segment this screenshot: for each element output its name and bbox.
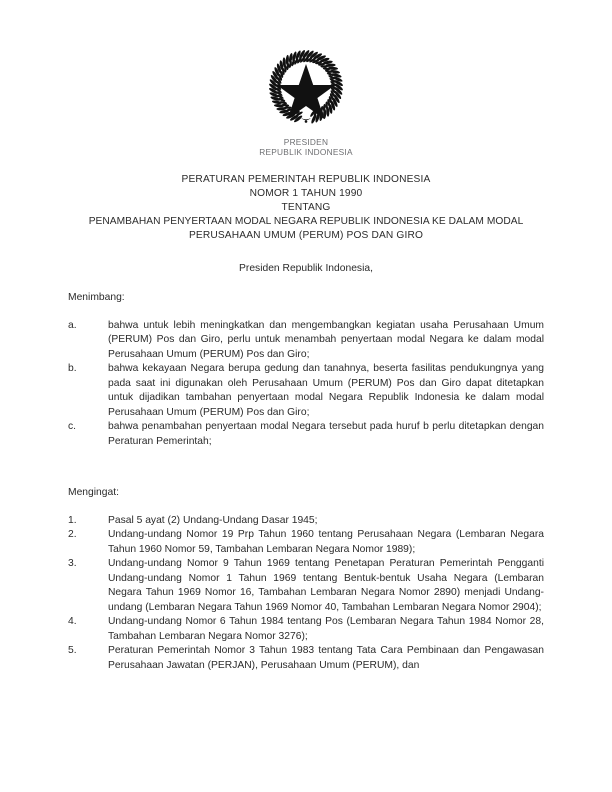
list-marker: 5.: [68, 645, 77, 656]
signatory-line: Presiden Republik Indonesia,: [239, 263, 373, 274]
title-line-subject-2: PERUSAHAAN UMUM (PERUM) POS DAN GIRO: [188, 230, 424, 241]
list-item-text: Undang-undang Nomor 9 Tahun 1969 tentang Penetapan Peraturan Pemerintah Pengganti Undang-undang Nomor 1 Tahun 1969 tentang Bentuk-bentuk Usaha Negara (Lembaran Negara Tahun 1969 Nomor 16, Tambahan Lembaran Negara Nomor 2890) menjadi Undang-undang (Lembaran Negara Tahun 1969 Nomor 40, Tambahan Lembaran Negara Nomor 2904);: [108, 558, 544, 613]
list-item: [68, 615, 544, 644]
list-item: [68, 362, 544, 420]
list-item: [68, 514, 544, 529]
menimbang-list: [68, 319, 544, 450]
list-item: [68, 319, 544, 363]
page-title: [40, 173, 572, 243]
list-item-text: Undang-undang Nomor 19 Prp Tahun 1960 tentang Perusahaan Negara (Lembaran Negara Tahun 1960 Nomor 59, Tambahan Lembaran Negara Nomor 1989);: [108, 529, 544, 555]
list-marker: 2.: [68, 529, 77, 540]
list-item: [68, 557, 544, 615]
section-menimbang: [68, 291, 544, 449]
list-item-text: bahwa penambahan penyertaan modal Negara tersebut pada huruf b perlu ditetapkan dengan Peraturan Pemerintah;: [108, 421, 544, 447]
list-item: [68, 644, 544, 673]
list-item: [68, 420, 544, 449]
emblem-block: [0, 46, 612, 157]
list-marker: 4.: [68, 616, 77, 627]
emblem-caption-line1: PRESIDEN: [283, 137, 329, 147]
list-marker: c.: [68, 421, 77, 432]
title-line-tentang: TENTANG: [281, 202, 331, 213]
list-marker: 3.: [68, 558, 77, 569]
title-line-subject-1: PENAMBAHAN PENYERTAAN MODAL NEGARA REPUBLIK INDONESIA KE DALAM MODAL: [88, 216, 524, 227]
menimbang-label: Menimbang:: [68, 292, 125, 303]
list-item-text: Pasal 5 ayat (2) Undang-Undang Dasar 1945;: [108, 514, 318, 526]
mengingat-list: [68, 514, 544, 674]
section-mengingat: [68, 486, 544, 673]
title-line-1: PERATURAN PEMERINTAH REPUBLIK INDONESIA: [181, 174, 431, 185]
emblem-caption: [0, 137, 612, 157]
mengingat-label: Mengingat:: [68, 487, 119, 498]
list-marker: 1.: [68, 514, 77, 526]
list-item-text: Undang-undang Nomor 6 Tahun 1984 tentang Pos (Lembaran Negara Tahun 1984 Nomor 28, Tambahan Lembaran Negara Nomor 3276);: [108, 616, 544, 642]
list-item-text: bahwa untuk lebih meningkatkan dan mengembangkan kegiatan usaha Perusahaan Umum (PERUM) Pos dan Giro, perlu untuk menambah penyertaan modal Negara ke dalam modal Perusahaan Umum (PERUM) Pos dan Giro;: [108, 319, 544, 360]
list-marker: a.: [68, 319, 77, 331]
list-item-text: bahwa kekayaan Negara berupa gedung dan tanahnya, beserta fasilitas pendukungnya yang pada saat ini digunakan oleh Perusahaan Umum (PERUM) Pos dan Giro dapat ditetapkan untuk dijadikan tambahan penyertaan modal Negara Republik Indonesia ke dalam modal Perusahaan Umum (PERUM) Pos dan Giro;: [108, 363, 544, 418]
list-marker: b.: [68, 363, 77, 374]
emblem-caption-line2: REPUBLIK INDONESIA: [259, 147, 353, 158]
list-item-text: Peraturan Pemerintah Nomor 3 Tahun 1983 tentang Tata Cara Pembinaan dan Pengawasan Perusahaan Jawatan (PERJAN), Perusahaan Umum (PERUM), dan: [108, 645, 544, 671]
list-item: [68, 528, 544, 557]
indonesian-presidential-star-wreath-emblem: [265, 46, 347, 128]
title-line-number: NOMOR 1 TAHUN 1990: [249, 188, 363, 199]
